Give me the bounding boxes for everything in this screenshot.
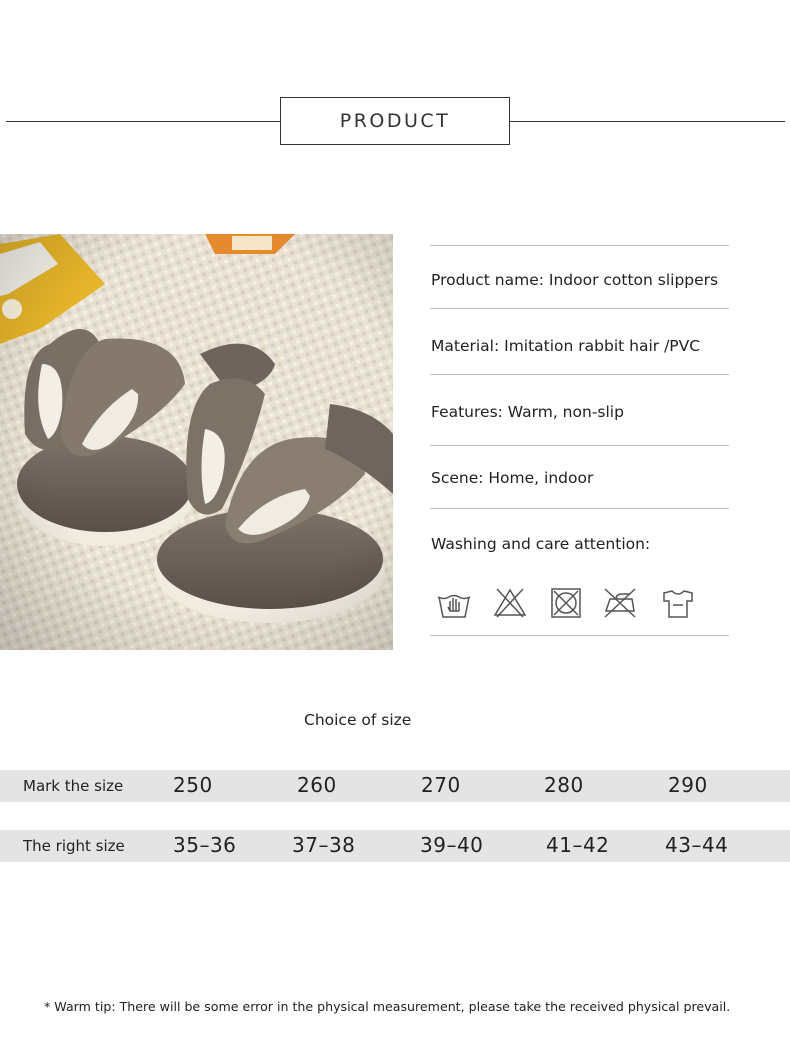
spec-scene: Scene: Home, indoor xyxy=(431,469,594,487)
size-chart-title: Choice of size xyxy=(304,711,412,729)
size-row-mark xyxy=(0,770,790,802)
spec-divider xyxy=(430,445,729,446)
size-cell: 250 xyxy=(173,773,213,797)
spec-divider xyxy=(430,508,729,509)
spec-product-name: Product name: Indoor cotton slippers xyxy=(431,271,719,289)
spec-divider xyxy=(430,308,729,309)
spec-material: Material: Imitation rabbit hair /PVC xyxy=(431,337,701,355)
header-divider-right xyxy=(510,121,785,122)
spec-washing-care: Washing and care attention: xyxy=(431,535,651,553)
spec-divider xyxy=(430,635,729,636)
size-cell: 37–38 xyxy=(292,833,356,857)
size-row-label: The right size xyxy=(23,837,125,855)
do-not-bleach-icon xyxy=(492,585,528,621)
hang-dry-icon xyxy=(660,585,696,621)
product-photo xyxy=(0,234,393,650)
size-row-label: Mark the size xyxy=(23,777,124,795)
size-cell: 43–44 xyxy=(665,833,729,857)
header-divider-left xyxy=(6,121,280,122)
tumble-dry-icon xyxy=(548,585,584,621)
size-cell: 35–36 xyxy=(173,833,237,857)
warm-tip-note: * Warm tip: There will be some error in the physical measurement, please take the received physical prevail. xyxy=(44,999,731,1014)
size-cell: 270 xyxy=(421,773,461,797)
do-not-iron-icon xyxy=(602,585,638,621)
size-cell: 280 xyxy=(544,773,584,797)
spec-divider xyxy=(430,245,729,246)
size-row-right xyxy=(0,830,790,862)
spec-features: Features: Warm, non-slip xyxy=(431,403,624,421)
section-title: PRODUCT xyxy=(280,97,510,145)
size-cell: 290 xyxy=(668,773,708,797)
spec-divider xyxy=(430,374,729,375)
size-cell: 260 xyxy=(297,773,337,797)
size-cell: 39–40 xyxy=(420,833,484,857)
hand-wash-icon xyxy=(436,585,472,621)
size-cell: 41–42 xyxy=(546,833,610,857)
